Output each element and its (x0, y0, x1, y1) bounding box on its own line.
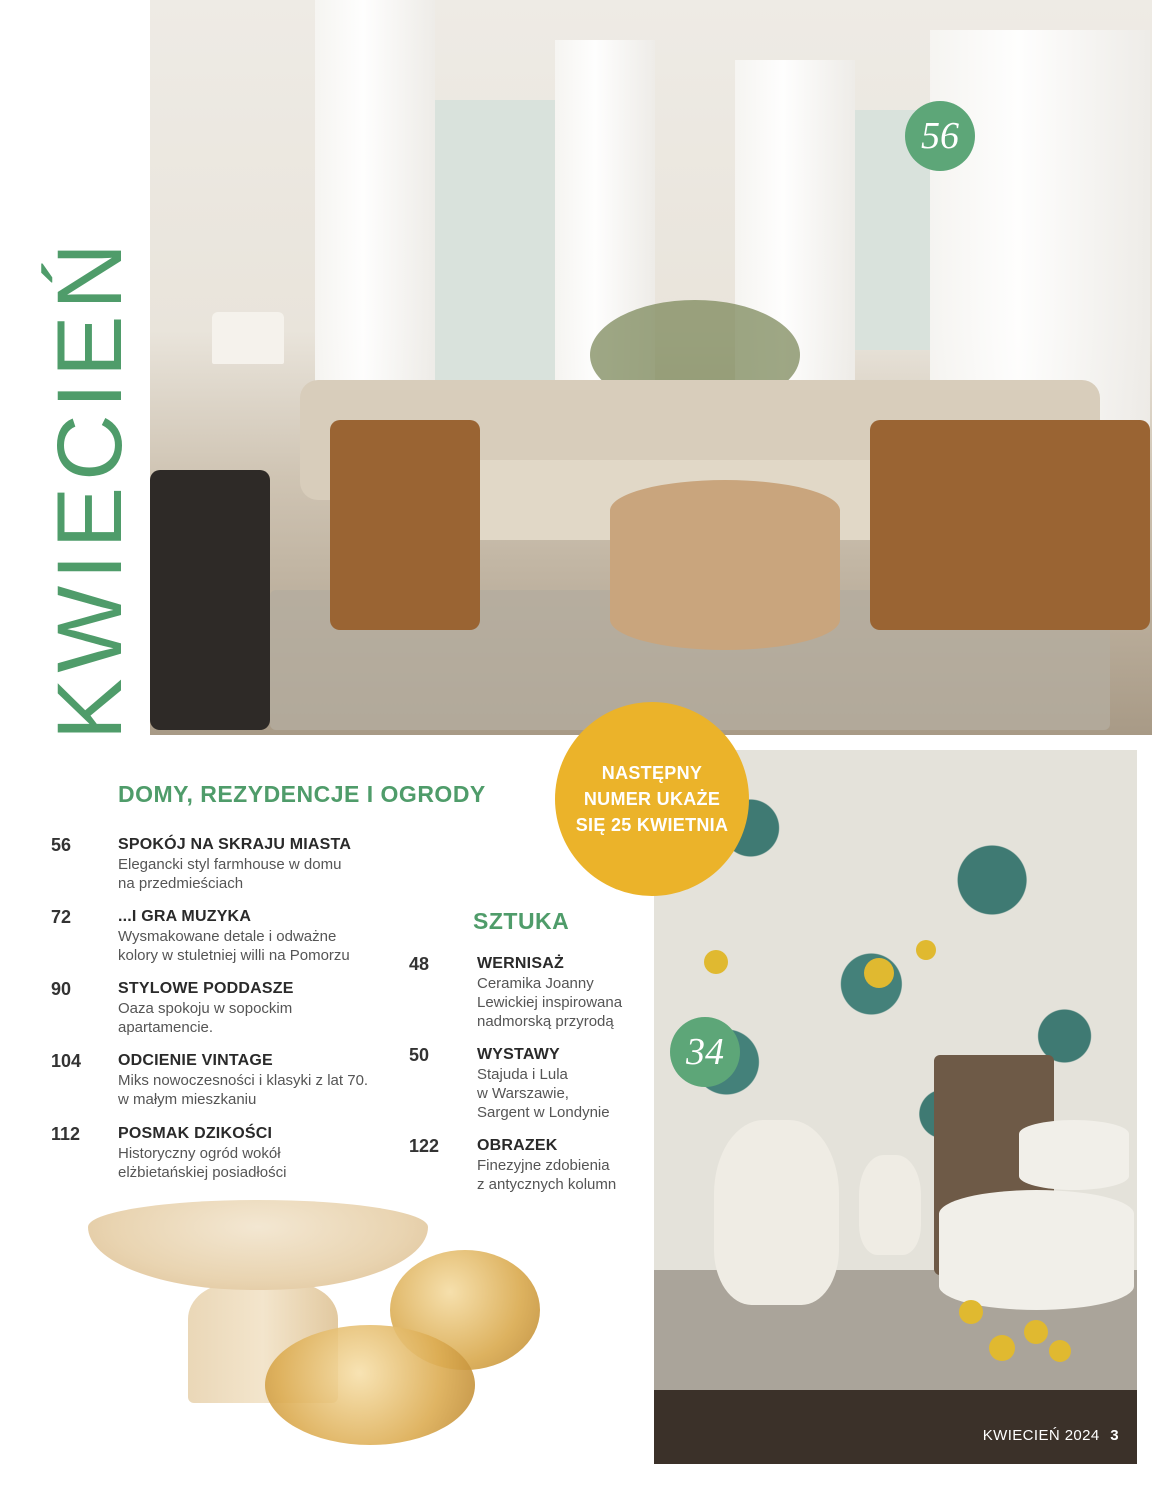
toc-description: Elegancki styl farmhouse w domu na przedmieściach (118, 856, 342, 892)
kitchen-page-badge: 34 (670, 1017, 740, 1087)
toc-description: Finezyjne zdobienia z antycznych kolumn (477, 1157, 617, 1193)
toc-page-number: 48 (409, 954, 430, 974)
hero-page-badge: 56 (905, 101, 975, 171)
folio-page-number: 3 (1110, 1427, 1119, 1444)
toc-page-number: 72 (51, 907, 72, 927)
toc-description: Wysmakowane detale i odważne kolory w stuletniej willi na Pomorzu (118, 928, 350, 964)
homes-heading: DOMY, REZYDENCJE I OGRODY (118, 781, 486, 807)
toc-title: WERNISAŻ (477, 955, 564, 972)
toc-title: OBRAZEK (477, 1137, 558, 1154)
month-title: KWIECIEŃ (39, 237, 141, 740)
product-photo (80, 1195, 550, 1465)
art-heading: SZTUKA (473, 908, 570, 934)
toc-page-number: 90 (51, 979, 72, 999)
toc-description: Miks nowoczesności i klasyki z lat 70. w małym mieszkaniu (118, 1072, 369, 1108)
toc-title: POSMAK DZIKOŚCI (118, 1125, 273, 1142)
oil-lamp (265, 1325, 475, 1445)
toc-title: WYSTAWY (477, 1046, 560, 1063)
living-room-photo (150, 0, 1152, 735)
folio-label: KWIECIEŃ 2024 (982, 1427, 1100, 1444)
next-issue-badge: NASTĘPNY NUMER UKAŻE SIĘ 25 KWIETNIA (555, 702, 749, 896)
toc-page-number: 122 (409, 1136, 440, 1156)
toc-title: SPOKÓJ NA SKRAJU MIASTA (118, 836, 352, 853)
toc-description: Ceramika Joanny Lewickiej inspirowana nadmorską przyrodą (477, 975, 623, 1030)
toc-page-number: 56 (51, 835, 72, 855)
toc-title: ODCIENIE VINTAGE (118, 1052, 273, 1069)
marble-bowl (88, 1200, 428, 1290)
toc-description: Stajuda i Lula w Warszawie, Sargent w Londynie (477, 1066, 610, 1121)
toc-title: STYLOWE PODDASZE (118, 980, 294, 997)
toc-page-number: 50 (409, 1045, 430, 1065)
toc-page-number: 112 (51, 1124, 81, 1144)
toc-description: Historyczny ogród wokół elżbietańskiej posiadłości (118, 1145, 287, 1181)
page-folio (983, 1427, 1119, 1444)
toc-title: ...I GRA MUZYKA (118, 908, 252, 925)
toc-page-number: 104 (51, 1051, 82, 1071)
toc-description: Oaza spokoju w sopockim apartamencie. (118, 1000, 293, 1036)
